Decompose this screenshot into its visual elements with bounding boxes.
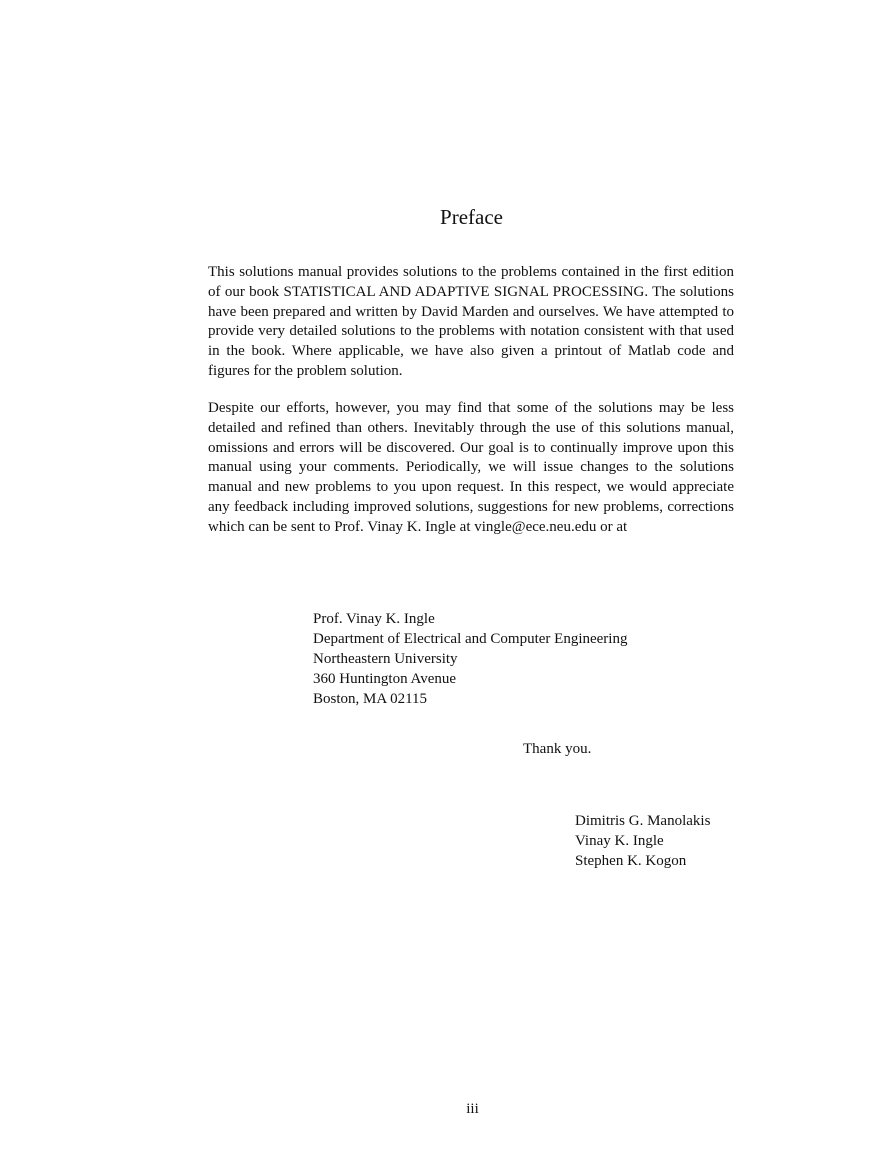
address-line-street: 360 Huntington Avenue (313, 671, 457, 687)
author-list (575, 811, 710, 871)
author-name: Vinay K. Ingle (575, 833, 664, 849)
address-line-name: Prof. Vinay K. Ingle (313, 611, 435, 627)
page-title: Preface (440, 205, 503, 229)
address-line-university: Northeastern University (313, 651, 458, 667)
mailing-address (313, 609, 627, 709)
preface-paragraph-1: This solutions manual provides solutions to the problems contained in the first edition of our book STATISTICAL AND ADAPTIVE SIGNAL PROCESSING. The solutions have been prepared and written by David Marden and ourselves. We have attempted to provide very detailed solutions to the problems with notation consistent with that used in the book. Where applicable, we have also given a printout of Matlab code and figures for the problem solution. (208, 264, 734, 379)
closing-text: Thank you. (523, 741, 592, 757)
preface-paragraph-2: Despite our efforts, however, you may find that some of the solutions may be less detailed and refined than others. Inevitably through the use of this solutions manual, omissions and errors will be discovered. Our goal is to continually improve upon this manual using your comments. Periodically, we will issue changes to the solutions manual and new problems to you upon request. In this respect, we would appreciate any feedback including improved solutions, suggestions for new problems, corrections which can be sent to Prof. Vinay K. Ingle at vingle@ece.neu.edu or at (208, 400, 734, 535)
author-name: Stephen K. Kogon (575, 853, 687, 869)
address-line-department: Department of Electrical and Computer Engineering (313, 631, 628, 647)
page-number: iii (466, 1101, 479, 1117)
address-line-city: Boston, MA 02115 (313, 691, 428, 707)
author-name: Dimitris G. Manolakis (575, 813, 711, 829)
